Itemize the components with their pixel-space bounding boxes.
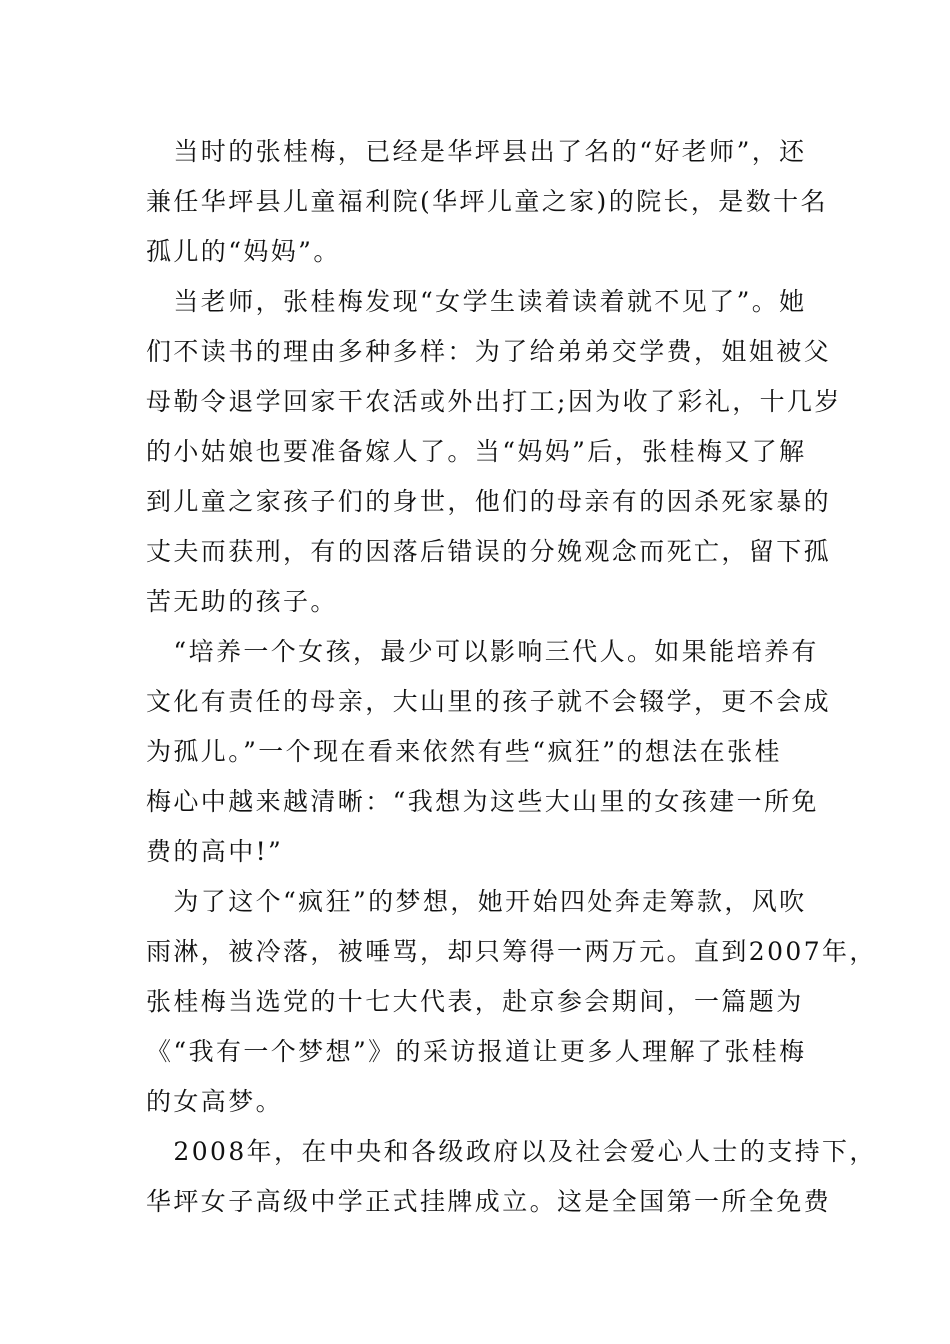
text-line: 费的高中!” <box>146 837 284 866</box>
text-line: 母勒令退学回家干农活或外出打工;因为收了彩礼，十几岁 <box>146 387 842 416</box>
paragraph-2 <box>146 277 842 627</box>
text-line: 华坪女子高级中学正式挂牌成立。这是全国第一所全免费 <box>146 1187 832 1216</box>
text-line: 文化有责任的母亲，大山里的孩子就不会辍学，更不会成 <box>146 687 832 716</box>
text-line: 梅心中越来越清晰：“我想为这些大山里的女孩建一所免 <box>146 787 819 816</box>
text-line: 的小姑娘也要准备嫁人了。当“妈妈”后，张桂梅又了解 <box>146 437 807 466</box>
text-line: 丈夫而获刑，有的因落后错误的分娩观念而死亡，留下孤 <box>146 537 832 566</box>
document-body <box>146 127 877 1227</box>
text-line: 当老师，张桂梅发现“女学生读着读着就不见了”。她 <box>146 287 807 316</box>
text-line: 《“我有一个梦想”》的采访报道让更多人理解了张桂梅 <box>146 1037 807 1066</box>
text-line: 为了这个“疯狂”的梦想，她开始四处奔走筹款，风吹 <box>146 887 807 916</box>
text-line: 张桂梅当选党的十七大代表，赴京参会期间，一篇题为 <box>146 987 804 1016</box>
text-line: 为孤儿。”一个现在看来依然有些“疯狂”的想法在张桂 <box>146 737 782 766</box>
paragraph-4 <box>146 877 877 1127</box>
text-line: 2008年，在中央和各级政府以及社会爱心人士的支持下， <box>146 1137 877 1166</box>
text-line: 当时的张桂梅，已经是华坪县出了名的“好老师”，还 <box>146 137 807 166</box>
text-line: “培养一个女孩，最少可以影响三代人。如果能培养有 <box>146 637 819 666</box>
text-line: 兼任华坪县儿童福利院(华坪儿童之家)的院长，是数十名 <box>146 187 828 216</box>
paragraph-1 <box>146 127 828 277</box>
text-line: 苦无助的孩子。 <box>146 587 338 616</box>
text-line: 到儿童之家孩子们的身世，他们的母亲有的因杀死家暴的 <box>146 487 832 516</box>
text-line: 孤儿的“妈妈”。 <box>146 237 341 266</box>
paragraph-5 <box>146 1127 877 1227</box>
text-line: 的女高梦。 <box>146 1087 284 1116</box>
text-line: 雨淋，被冷落，被唾骂，却只筹得一两万元。直到2007年， <box>146 937 877 966</box>
paragraph-3 <box>146 627 832 877</box>
text-line: 们不读书的理由多种多样：为了给弟弟交学费，姐姐被父 <box>146 337 832 366</box>
